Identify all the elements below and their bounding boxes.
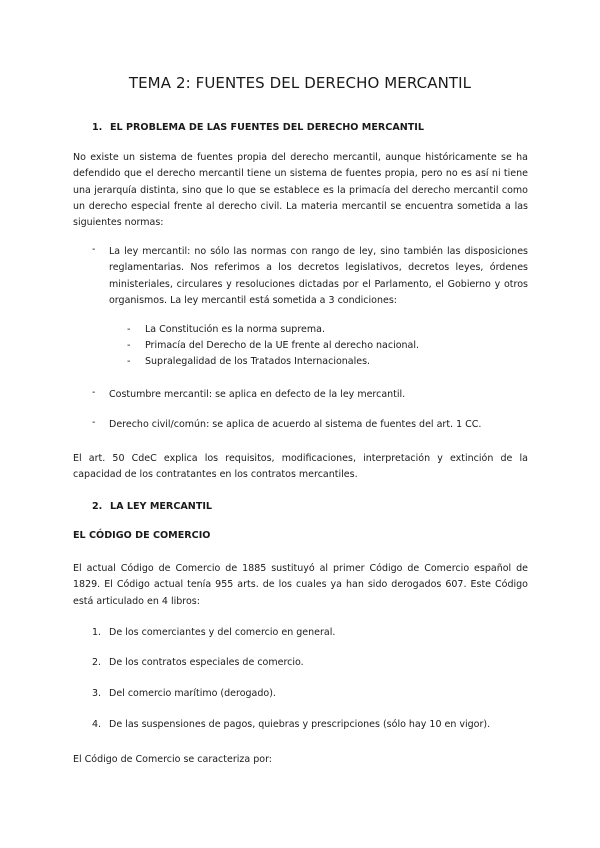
list-number: 2. — [92, 657, 102, 668]
book-text: De los comerciantes y del comercio en general. — [109, 627, 336, 638]
condition-text: Supralegalidad de los Tratados Internacionales. — [145, 356, 371, 367]
section-1-intro-paragraph: No existe un sistema de fuentes propia del derecho mercantil, aunque históricamente se ha defendido que el derecho mercantil tiene un sistema de fuentes propia, pero no es así ni tiene una jerarquía distinta, sino que lo que se establece es la primacía del derecho mercantil como un derecho especial frente al derecho civil. La materia mercantil se encuentra sometida a las siguientes normas: — [73, 152, 528, 229]
book-text: De los contratos especiales de comercio. — [109, 657, 304, 668]
section-2-closing-paragraph: El Código de Comercio se caracteriza por: — [73, 754, 273, 765]
condition-text: La Constitución es la norma suprema. — [145, 324, 325, 335]
document-title: TEMA 2: FUENTES DEL DERECHO MERCANTIL — [128, 74, 472, 92]
section-2-number: 2. — [92, 501, 103, 512]
book-text: Del comercio marítimo (derogado). — [109, 688, 276, 699]
section-2-intro-paragraph: El actual Código de Comercio de 1885 sustituyó al primer Código de Comercio español de 1829. El Código actual tenía 955 arts. de los cuales ya han sido derogados 607. Este Código está articulado en 4 libros: — [73, 563, 528, 607]
section-1-heading — [92, 122, 424, 133]
dash-bullet: - — [92, 244, 96, 255]
dash-bullet: - — [92, 417, 96, 428]
section-2-subheading: EL CÓDIGO DE COMERCIO — [73, 530, 211, 541]
dash-bullet: - — [92, 387, 96, 398]
dash-bullet: - — [127, 356, 131, 367]
section-2-title: LA LEY MERCANTIL — [110, 501, 213, 512]
section-1-title: EL PROBLEMA DE LAS FUENTES DEL DERECHO MERCANTIL — [110, 122, 424, 133]
list-item-text: La ley mercantil: no sólo las normas con rango de ley, sino también las disposiciones reglamentarias. Nos referimos a los decretos legislativos, decretos leyes, órdenes ministeriales, circulares y resoluciones dictadas por el Parlamento, el Gobierno y otros organismos. La ley mercantil está sometida a 3 condiciones: — [109, 246, 528, 306]
list-item-text: Costumbre mercantil: se aplica en defecto de la ley mercantil. — [109, 389, 406, 400]
dash-bullet: - — [127, 340, 131, 351]
dash-bullet: - — [127, 324, 131, 335]
section-2-heading — [92, 501, 212, 512]
section-1-number: 1. — [92, 122, 103, 133]
condition-text: Primacía del Derecho de la UE frente al derecho nacional. — [145, 340, 420, 351]
list-item-text: Derecho civil/común: se aplica de acuerdo al sistema de fuentes del art. 1 CC. — [109, 419, 482, 430]
section-1-closing-paragraph: El art. 50 CdeC explica los requisitos, modificaciones, interpretación y extinción de la capacidad de los contratantes en los contratos mercantiles. — [73, 453, 528, 481]
list-number: 4. — [92, 719, 102, 730]
list-number: 3. — [92, 688, 102, 699]
list-number: 1. — [92, 627, 102, 638]
book-text: De las suspensiones de pagos, quiebras y prescripciones (sólo hay 10 en vigor). — [109, 719, 491, 730]
